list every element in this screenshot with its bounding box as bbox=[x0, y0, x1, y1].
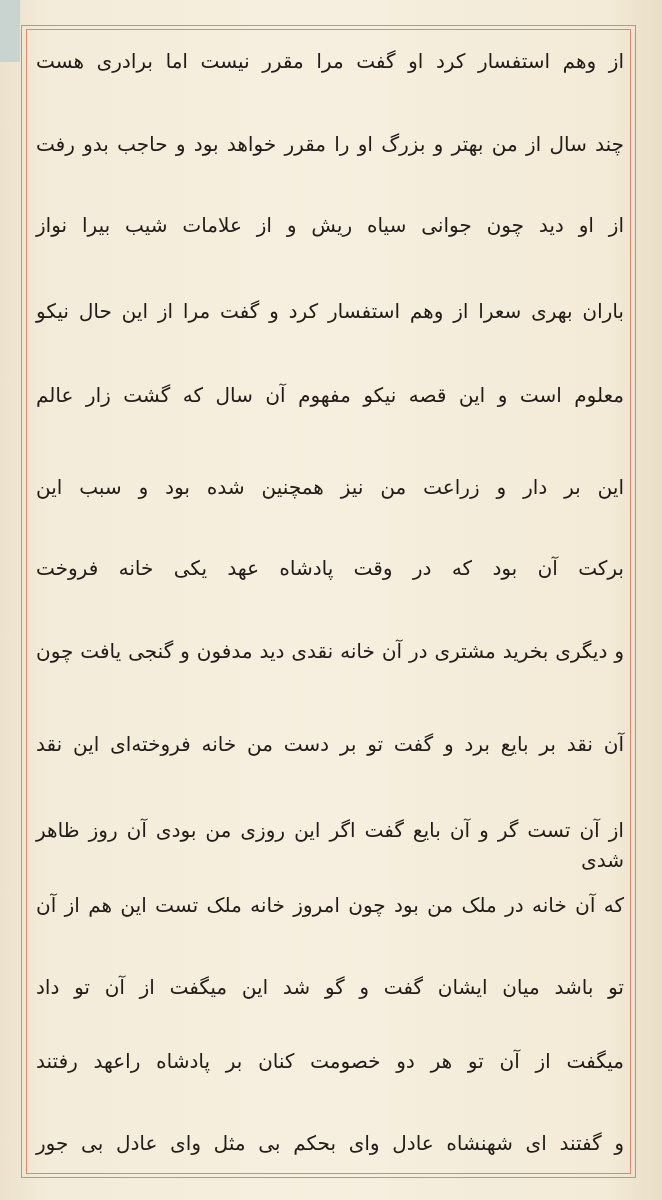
text-line-7: برکت آن بود که در وقت پادشاه عهد یکی خانه فروخت bbox=[36, 556, 624, 580]
text-line-14: و گفتند ای شهنشاه عادل وای بحکم بی مثل وای عادل بی جور bbox=[36, 1131, 624, 1155]
text-line-9: آن نقد بر بایع برد و گفت تو بر دست من خانه فروخته‌ای این نقد bbox=[36, 732, 624, 756]
text-line-5: معلوم است و این قصه نیکو مفهوم آن سال که گشت زار عالم bbox=[36, 383, 624, 407]
text-line-12: تو باشد میان ایشان گفت و گو شد این میگفت از آن تو داد bbox=[36, 975, 624, 999]
text-line-1: از وهم استفسار کرد او گفت مرا مقرر نیست اما برادری هست bbox=[36, 49, 624, 73]
text-line-2: چند سال از من بهتر و بزرگ او را مقرر خواهد بود و حاجب بدو رفت bbox=[36, 132, 624, 156]
text-line-10: از آن تست گر و آن بایع گفت اگر این روزی من بودی آن روز ظاهر شدی bbox=[36, 818, 624, 872]
text-line-6: این بر دار و زراعت من نیز همچنین شده بود و سبب این bbox=[36, 475, 624, 499]
text-line-4: باران بهری سعرا از وهم استفسار کرد و گفت مرا از این حال نیکو bbox=[36, 299, 624, 323]
text-line-13: میگفت از آن تو هر دو خصومت کنان بر پادشاه راعهد رفتند bbox=[36, 1049, 624, 1073]
text-line-3: از او دید چون جوانی سیاه ریش و از علامات شیب بیرا نواز bbox=[36, 213, 624, 237]
page-edge-background bbox=[0, 0, 20, 62]
text-line-8: و دیگری بخرید مشتری در آن خانه نقدی دید مدفون و گنجی یافت چون bbox=[36, 639, 624, 663]
inner-ruled-border bbox=[26, 29, 631, 1174]
text-line-11: که آن خانه در ملک من بود چون امروز خانه ملک تست این هم از آن bbox=[36, 893, 624, 917]
